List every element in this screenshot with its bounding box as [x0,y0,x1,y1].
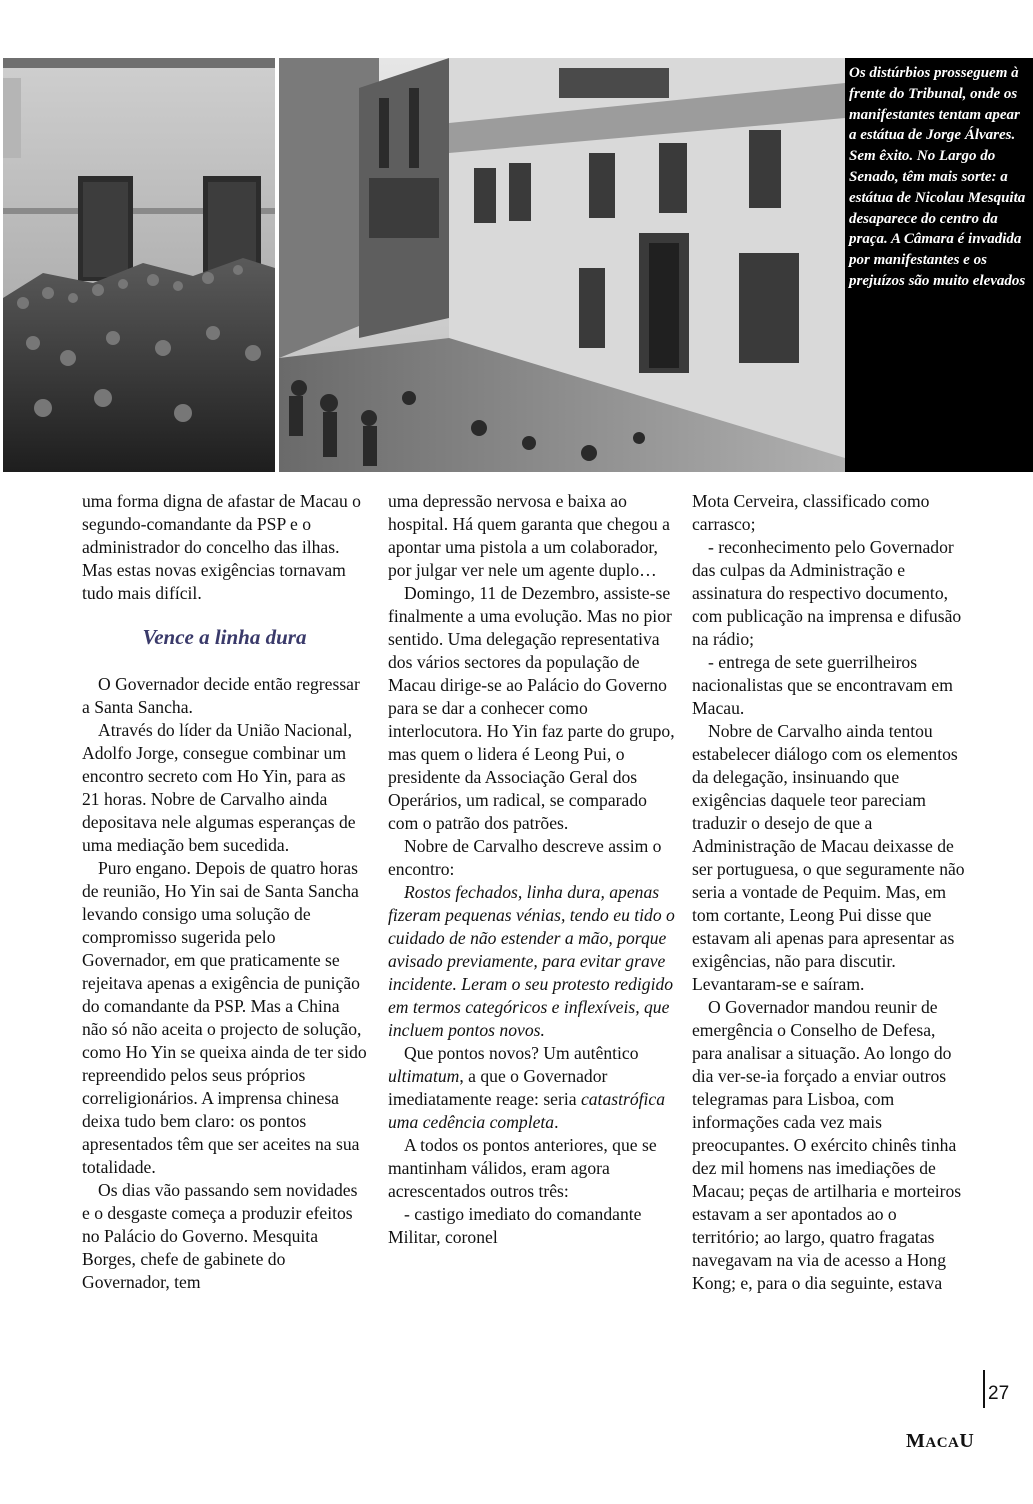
text-span: Que pontos novos? Um autêntico [404,1043,639,1063]
text-column-1 [82,490,367,1294]
paragraph: Nobre de Carvalho ainda tentou estabelecer diálogo com os elementos da delegação, insinuando que exigências daquele teor pareciam traduzir o desejo de que a Administração de Macau deixasse de ser portuguesa, o que seguramente não seria a vontade de Pequim. Mas, em tom cortante, Leong Pui disse que estavam ali apenas para apresentar as exigências, não para discutir. Levantaram-se e saíram. [692,721,965,994]
text-span: . [554,1112,559,1132]
paragraph: - reconhecimento pelo Governador das culpas da Administração e assinatura do respectivo documento, com publicação na imprensa e difusão na rádio; [692,537,962,649]
quote-paragraph [388,881,678,1042]
paragraph: uma forma digna de afastar de Macau o segundo-comandante da PSP e o administrador do concelho das ilhas. Mas estas novas exigências tornavam tudo mais difícil. [82,491,361,603]
photo-caption-box [845,58,1033,472]
paragraph [388,1042,678,1134]
paragraph: O Governador decide então regressar a Santa Sancha. [82,674,360,717]
paragraph: A todos os pontos anteriores, que se mantinham válidos, eram agora acrescentados outros três: [388,1135,657,1201]
paragraph: Através do líder da União Nacional, Adolfo Jorge, consegue combinar um encontro secreto com Ho Yin, para as 21 horas. Nobre de Carvalho ainda depositava nele algumas esperanças de uma mediação bem sucedida. [82,720,356,855]
text-span: , a que o Governador imediatamente reage: seria [388,1066,608,1109]
page-number: 27 [983,1370,1009,1408]
paragraph: Puro engano. Depois de quatro horas de reunião, Ho Yin sai de Santa Sancha levando consigo uma solução de compromisso sugerida pelo Governador, em que praticamente se rejeitava apenas a exigência de punição do comandante da PSP. Mas a China não só não aceita o projecto de solução, como Ho Yin se queixa ainda de ter sido repreendido pelos seus próprios correligionários. A imprensa chinesa deixa tudo bem claro: os pontos apresentados têm que ser aceites na sua totalidade. [82,858,367,1177]
magazine-logo [906,1430,974,1453]
photo-caption: Os distúrbios prosseguem à frente do Tribunal, onde os manifestantes tentam apear a estátua de Jorge Álvares. Sem êxito. No Largo do Senado, têm mais sorte: a estátua de Nicolau Mesquita desaparece do centro da praça. A Câmara é invadida por manifestantes e os prejuízos são muito elevados [849,65,1026,289]
emphasis-ultimatum: ultimatum [388,1066,460,1086]
paragraph: Os dias vão passando sem novidades e o desgaste começa a produzir efeitos no Palácio do Governo. Mesquita Borges, chefe de gabinete do Governador, tem [82,1180,358,1292]
logo-letter: M [906,1430,926,1452]
quote-text: Rostos fechados, linha dura, apenas fizeram pequenas vénias, tendo eu tido o cuidado de não estender a mão, porque avisado previamente, para evitar grave incidente. Leram o seu protesto redigido em termos categóricos e inflexíveis, que incluem pontos novos. [388,882,675,1040]
emphasis-quote: catastrófica uma cedência completa [388,1089,666,1132]
paragraph: - castigo imediato do comandante Militar, coronel [388,1204,642,1247]
photo-tribunal-street [279,58,845,472]
paragraph: O Governador mandou reunir de emergência o Conselho de Defesa, para analisar a situação. Ao longo do dia ver-se-ia forçado a enviar outros telegramas para Lisboa, com informações cada vez mais preocupantes. O exército chinês tinha dez mil homens nas imediações de Macau; peças de artilharia e morteiros estavam a ser apontados ao o território; ao largo, quatro fragatas navegavam na via de acesso a Hong Kong; e, para o dia seguinte, estava [692,997,962,1293]
paragraph: - entrega de sete guerrilheiros nacionalistas que se encontravam em Macau. [692,652,953,718]
photo-crowd-building [3,58,275,472]
paragraph: Nobre de Carvalho descreve assim o encontro: [388,836,662,879]
text-column-3 [692,490,967,1295]
paragraph: uma depressão nervosa e baixa ao hospital. Há quem garanta que chegou a apontar uma pistola a um colaborador, por julgar ver nele um agente duplo… [388,491,670,580]
logo-letters: ACA [925,1435,960,1451]
text-column-2 [388,490,678,1249]
section-heading: Vence a linha dura [142,625,307,649]
logo-letter: U [959,1430,975,1452]
paragraph: Domingo, 11 de Dezembro, assiste-se finalmente a uma evolução. Mas no pior sentido. Uma delegação representativa dos vários sectores da população de Macau dirige-se ao Palácio do Governo para se dar a conhecer como interlocutora. Ho Yin faz parte do grupo, mas quem o lidera é Leong Pui, o presidente da Associação Geral dos Operários, um radical, se comparado com o patrão dos patrões. [388,583,675,833]
paragraph: Mota Cerveira, classificado como carrasco; [692,491,930,534]
